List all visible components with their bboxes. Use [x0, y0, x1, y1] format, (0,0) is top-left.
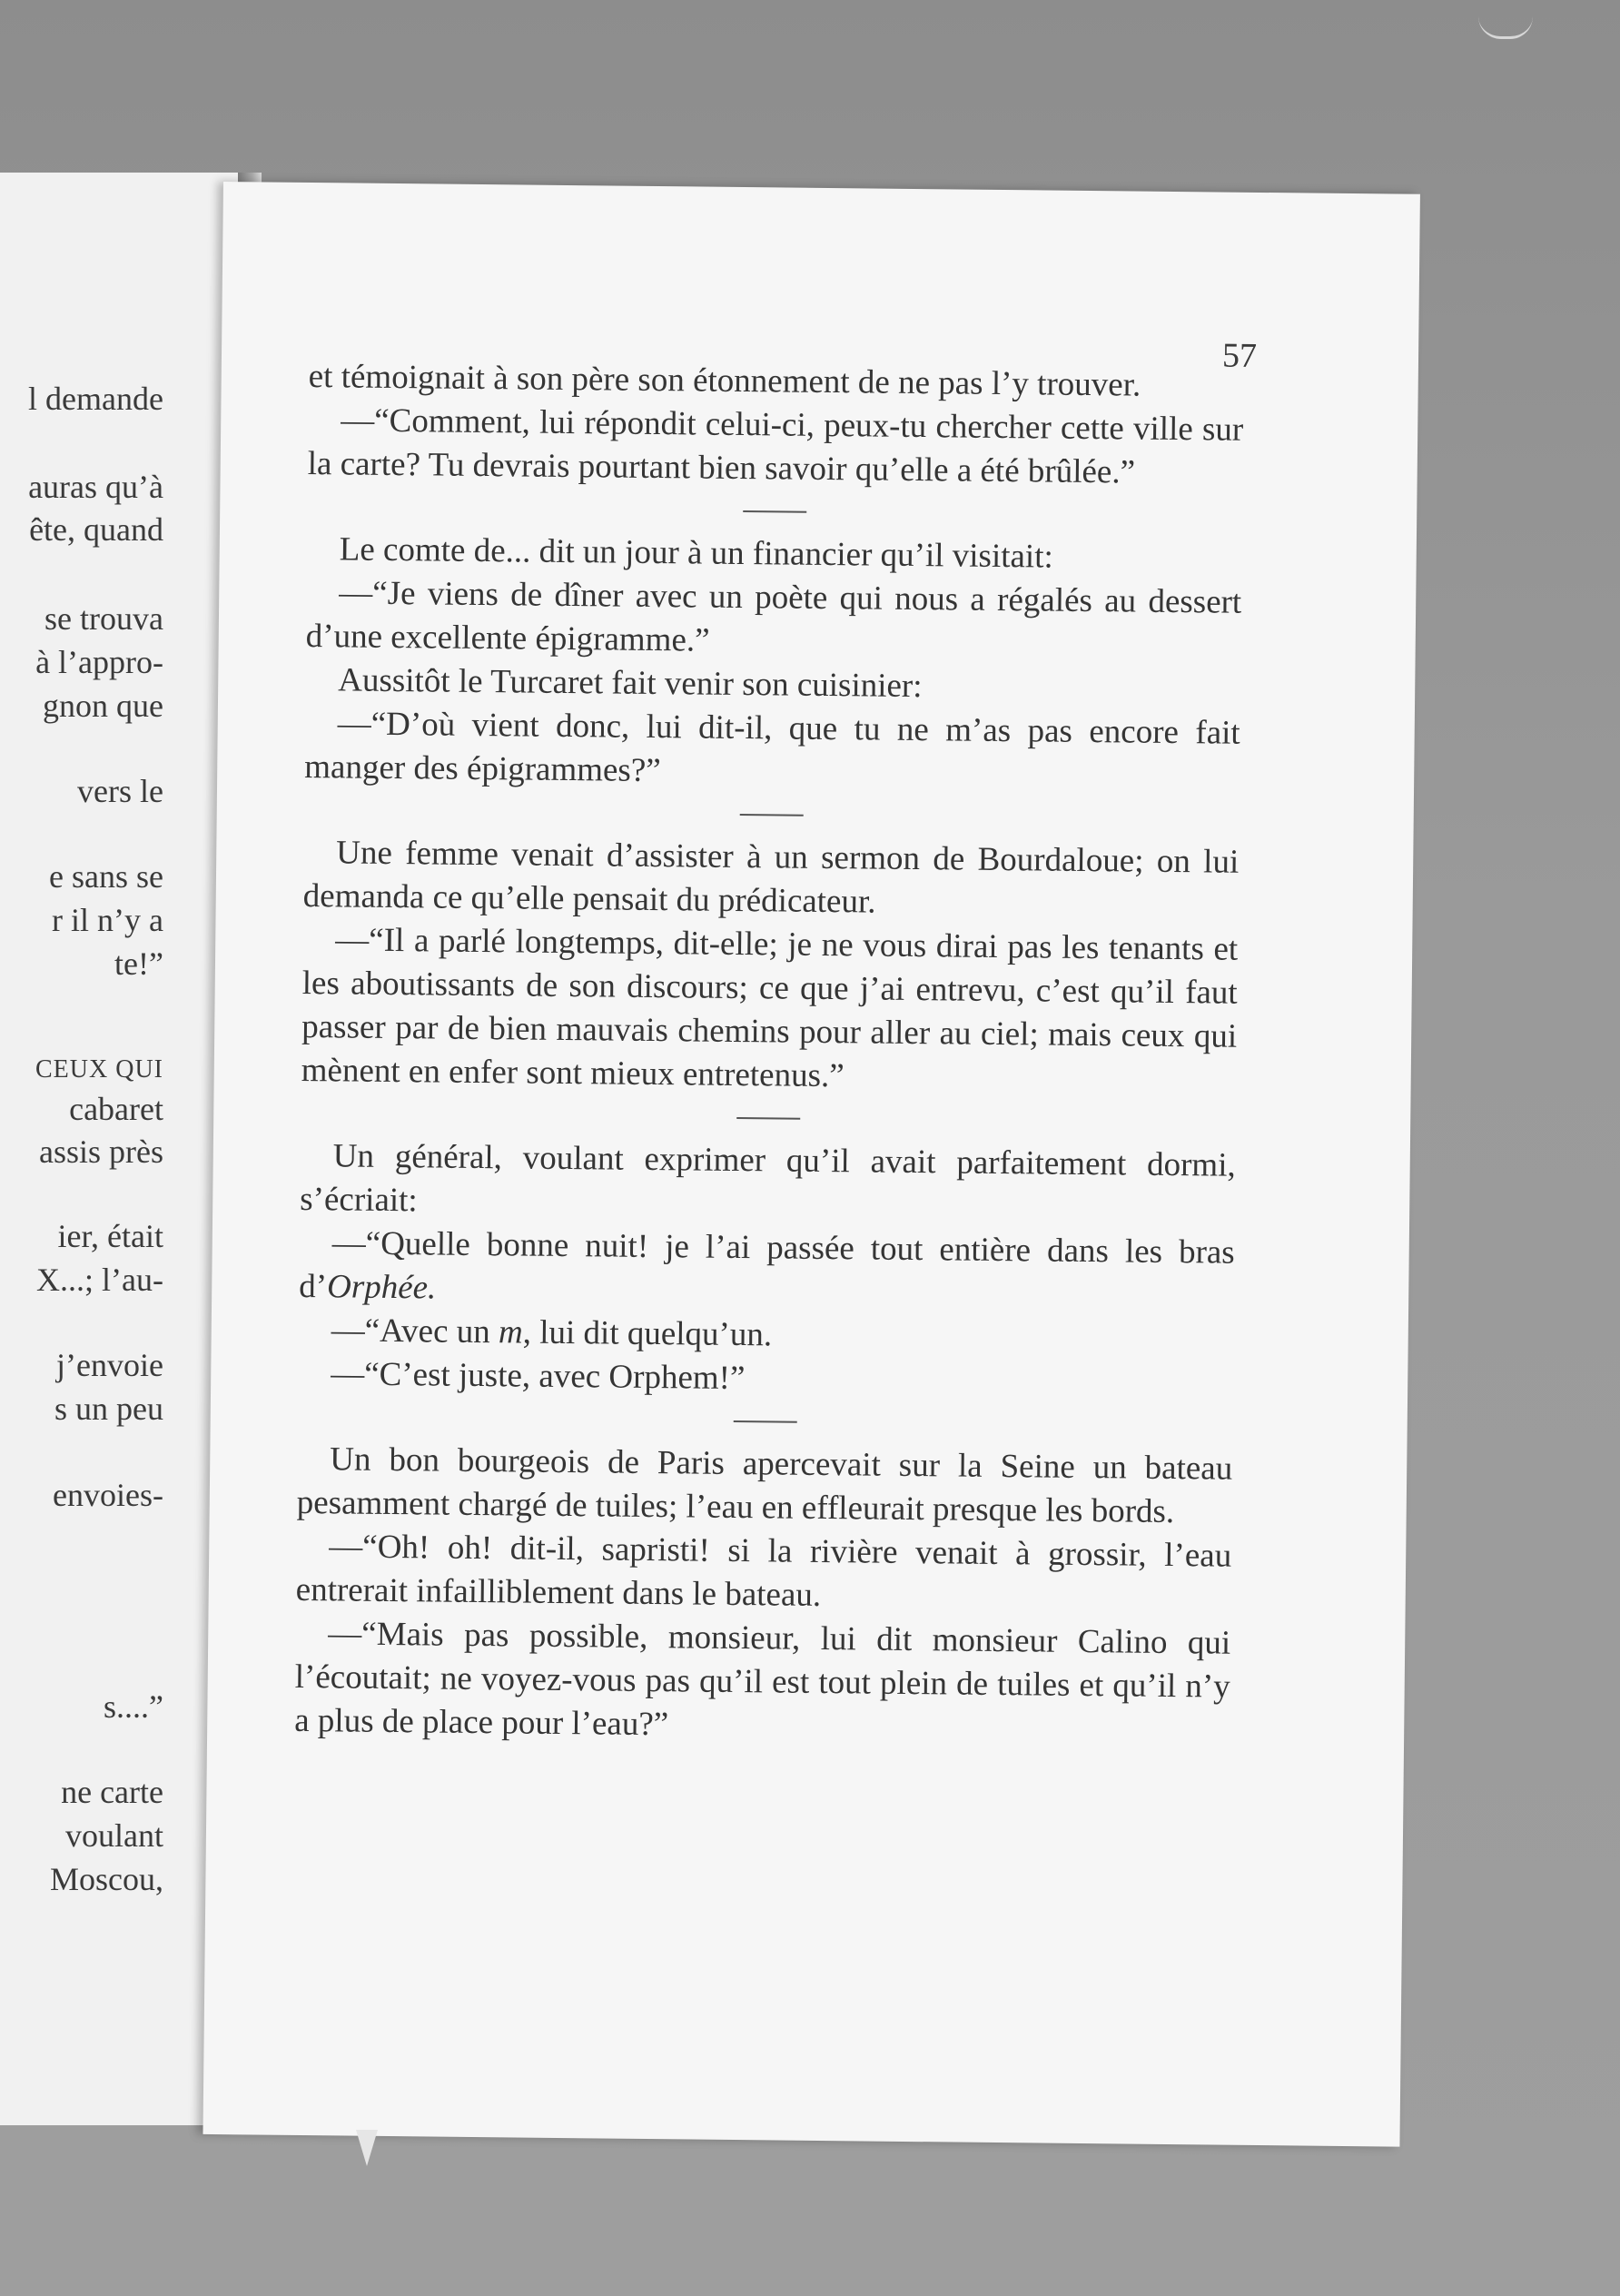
paragraph: —“C’est juste, avec Orphem!”: [331, 1355, 746, 1398]
left-line: l demande: [28, 381, 163, 417]
left-line: se trouva: [44, 600, 163, 637]
left-line: Moscou,: [50, 1861, 163, 1897]
left-line: ête, quand: [29, 511, 163, 548]
left-line: j’envoie: [56, 1347, 163, 1383]
right-page: [202, 182, 1419, 2147]
left-line: voulant: [65, 1817, 163, 1854]
section-separator: [734, 1420, 797, 1423]
paragraph: Le comte de... dit un jour à un financier qu’il visitait:: [339, 530, 1053, 576]
left-line: e sans se: [49, 858, 163, 895]
left-line: vers le: [77, 773, 163, 809]
paragraph: —“Comment, lui répondit celui-ci, peux-tu chercher cette ville sur la carte? Tu devrais pourtant bien savoir qu’elle a été brûlée.”: [307, 401, 1244, 491]
paragraph-text: —“Quelle bonne nuit! je l’ai passée tout entière dans les bras d’: [299, 1224, 1235, 1306]
paragraph: Un général, voulant exprimer qu’il avait parfaitement dormi, s’écriait:: [300, 1137, 1236, 1220]
section-separator: [736, 1117, 800, 1120]
left-line: auras qu’à: [28, 469, 163, 505]
paper-tab: [356, 2130, 378, 2166]
paragraph: et témoignait à son père son étonnement de ne pas l’y trouver.: [308, 357, 1141, 404]
paragraph: —“D’où vient donc, lui dit-il, que tu ne m’as pas encore fait manger des épigrammes?”: [304, 705, 1240, 790]
paragraph: Aussitôt le Turcaret fait venir son cuisinier:: [338, 661, 923, 706]
paragraph: [299, 1222, 1235, 1319]
left-line: à l’appro-: [35, 644, 163, 680]
page-number: 57: [1221, 336, 1258, 375]
left-line: envoies-: [53, 1477, 163, 1513]
left-line: assis près: [39, 1133, 163, 1170]
left-line: s un peu: [54, 1390, 163, 1427]
left-line: gnon que: [43, 688, 163, 724]
italic-word: m: [498, 1313, 523, 1351]
page-text: [294, 355, 1244, 1753]
paragraph: —“Mais pas possible, monsieur, lui dit monsieur Calino qui l’écoutait; ne voyez-vous pas qu’il est tout plein de tuiles et qu’il n’y a plus de place pour l’eau?”: [294, 1615, 1231, 1744]
paragraph: Un bon bourgeois de Paris apercevait sur la Seine un bateau pesamment chargé de tuiles; l’eau en effleurait presque les bords.: [296, 1440, 1233, 1531]
left-line: X...; l’au-: [36, 1262, 163, 1298]
left-line: cabaret: [69, 1091, 163, 1127]
left-line: s....”: [104, 1688, 163, 1725]
paragraph: Une femme venait d’assister à un sermon de Bourdaloue; on lui demanda ce qu’elle pensait du prédicateur.: [302, 834, 1240, 921]
left-line: te!”: [114, 945, 163, 982]
paragraph: —“Je viens de dîner avec un poète qui nous a régalés au dessert d’une excellente épigramme.”: [305, 574, 1242, 659]
paragraph-text: , lui dit quelqu’un.: [522, 1313, 773, 1354]
left-line: r il n’y a: [52, 902, 163, 938]
paragraph: —“Il a parlé longtemps, dit-elle; je ne vous dirai pas les tenants et les aboutissants de son discours; ce que j’ai entrevu, c’est qu’il faut passer par de bien mauvais chemins pour aller au ciel; mais ceux qui mènent en enfer sont mieux entretenus.”: [301, 921, 1239, 1095]
section-separator: [740, 814, 804, 816]
left-line: ier, était: [57, 1218, 163, 1254]
paragraph: —“Oh! oh! dit-il, sapristi! si la rivière venait à grossir, l’eau entrerait infailliblement dans le bateau.: [295, 1528, 1232, 1614]
left-line: ne carte: [61, 1774, 163, 1810]
paragraph-text: —“Avec un: [331, 1311, 499, 1351]
section-separator: [743, 510, 806, 513]
left-line: CEUX QUI: [35, 1055, 163, 1084]
italic-word: Orphée.: [326, 1268, 437, 1307]
